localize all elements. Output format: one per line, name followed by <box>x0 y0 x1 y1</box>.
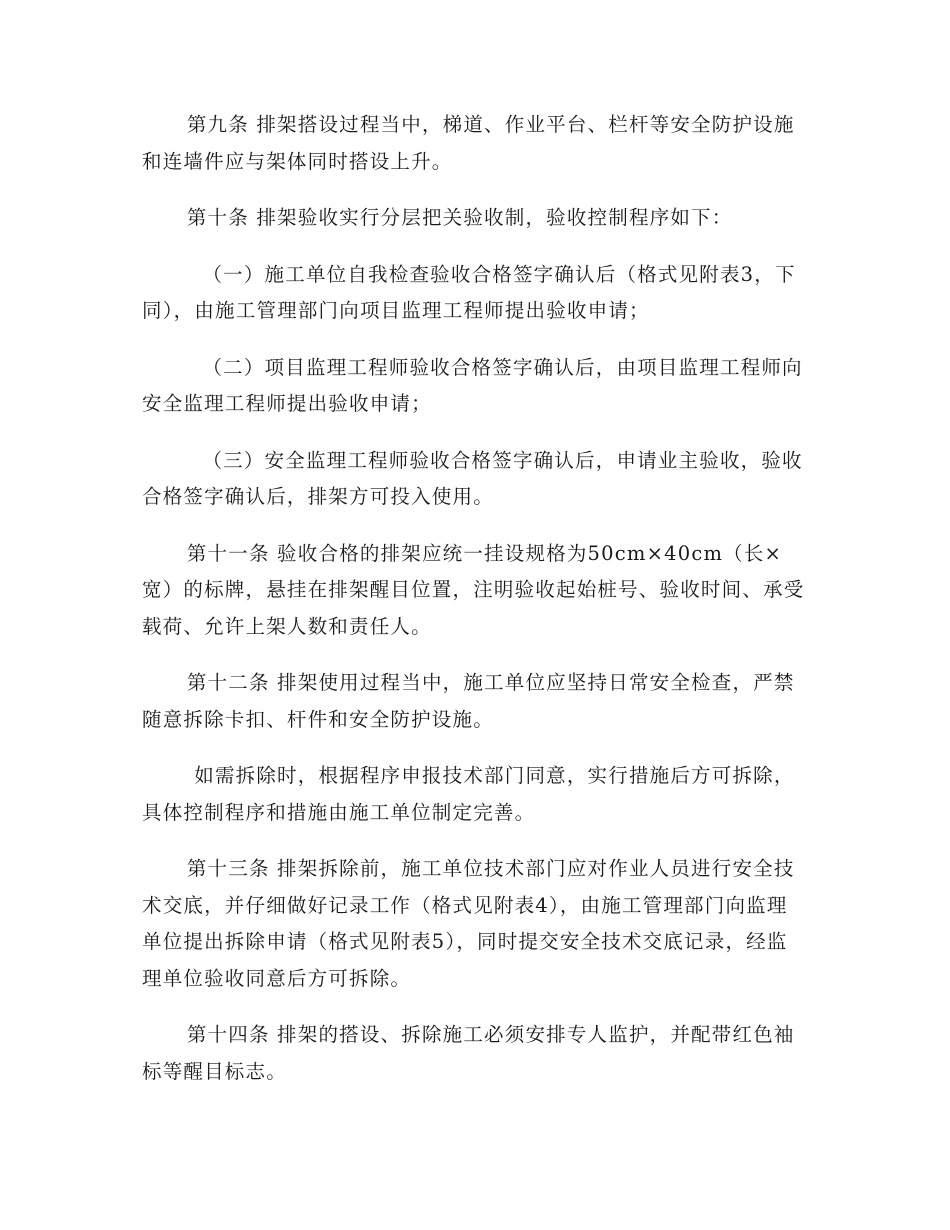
article-10-paragraph: 第十条 排架验收实行分层把关验收制，验收控制程序如下： <box>186 206 733 229</box>
article-10-item-2: （二）项目监理工程师验收合格签字确认后，由项目监理工程师向安全监理工程师提出验收申请； <box>142 355 803 415</box>
article-10-item-1: （一）施工单位自我检查验收合格签字确认后（格式见附表3，下同），由施工管理部门向项目监理工程师提出验收申请； <box>142 262 796 322</box>
article-14-paragraph: 第十四条 排架的搭设、拆除施工必须安排专人监护，并配带红色袖标等醒目标志。 <box>142 1023 795 1083</box>
article-12-continuation: 如需拆除时，根据程序申报技术部门同意，实行措施后方可拆除，具体控制程序和措施由施工单位制定完善。 <box>142 764 795 824</box>
article-9-paragraph: 第九条 排架搭设过程当中，梯道、作业平台、栏杆等安全防护设施和连墙件应与架体同时搭设上升。 <box>142 113 795 173</box>
article-10-item-3: （三）安全监理工程师验收合格签字确认后，申请业主验收，验收合格签字确认后，排架方可投入使用。 <box>142 448 803 508</box>
article-11-paragraph: 第十一条 验收合格的排架应统一挂设规格为50cm×40cm（长×宽）的标牌，悬挂在排架醒目位置，注明验收起始桩号、验收时间、承受载荷、允许上架人数和责任人。 <box>142 541 805 638</box>
article-13-paragraph: 第十三条 排架拆除前，施工单位技术部门应对作业人员进行安全技术交底，并仔细做好记录工作（格式见附表4），由施工管理部门向监理单位提出拆除申请（格式见附表5），同时提交安全技术交底记录，经监理单位验收同意后方可拆除。 <box>142 857 795 990</box>
article-12-paragraph: 第十二条 排架使用过程当中，施工单位应坚持日常安全检查，严禁随意拆除卡扣、杆件和安全防护设施。 <box>142 671 795 731</box>
document-body <box>142 107 806 1110</box>
